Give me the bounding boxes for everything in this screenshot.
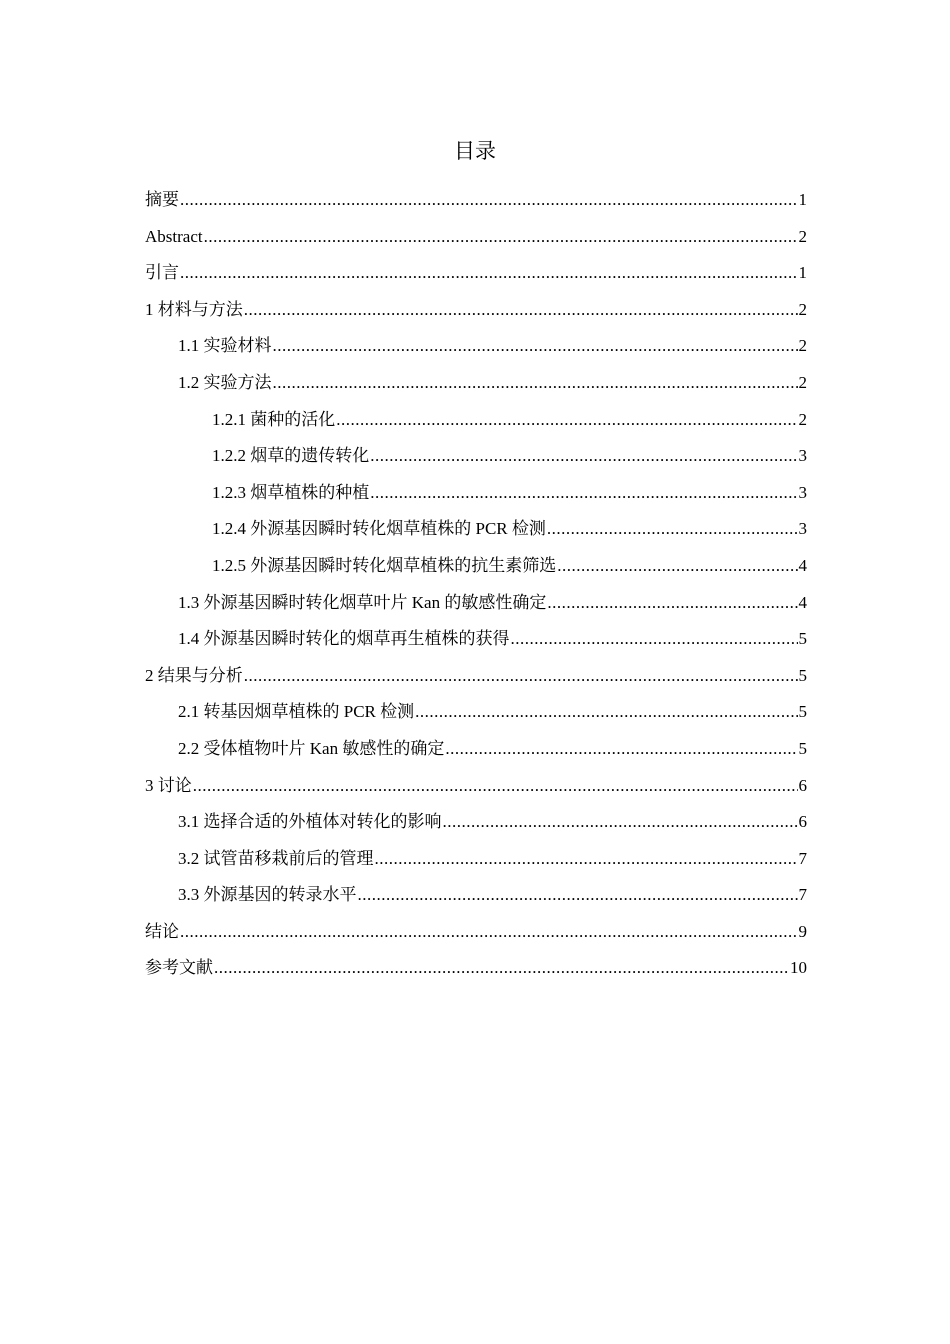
toc-dot-leader (180, 182, 798, 219)
toc-entry-label: 3.3 外源基因的转录水平 (178, 885, 357, 905)
toc-entry-page-number: 4 (798, 555, 807, 575)
toc-entry-label: 1.2.4 外源基因瞬时转化烟草植株的 PCR 检测 (212, 519, 546, 539)
toc-entry[interactable] (145, 365, 807, 402)
toc-entry-label: 3.2 试管苗移栽前后的管理 (178, 848, 374, 868)
toc-entry-label: 参考文献 (145, 958, 213, 978)
toc-entry-page-number: 7 (798, 885, 807, 905)
toc-entry[interactable] (145, 877, 807, 914)
toc-entry-page-number: 7 (798, 848, 807, 868)
toc-entry-page-number: 1 (798, 263, 807, 283)
toc-dot-leader (336, 402, 797, 439)
toc-entry-page-number: 6 (798, 812, 807, 832)
toc-dot-leader (214, 950, 789, 987)
toc-entry[interactable] (145, 292, 807, 329)
toc-entry-label: 1.2.3 烟草植株的种植 (212, 482, 370, 502)
toc-entry[interactable] (145, 621, 807, 658)
toc-dot-leader (193, 768, 798, 805)
toc-entry-page-number: 3 (798, 519, 807, 539)
toc-entry[interactable] (145, 841, 807, 878)
toc-entry[interactable] (145, 328, 807, 365)
toc-entry-label: 2.1 转基因烟草植株的 PCR 检测 (178, 702, 415, 722)
toc-dot-leader (358, 877, 798, 914)
toc-entry-page-number: 2 (798, 226, 807, 246)
toc-entry-page-number: 4 (798, 592, 807, 612)
toc-entry-label: 3 讨论 (145, 775, 192, 795)
toc-entry[interactable] (145, 694, 807, 731)
toc-entry-label: 摘要 (145, 190, 179, 209)
toc-entry-label: 引言 (145, 263, 179, 283)
toc-entry-page-number: 3 (798, 482, 807, 502)
toc-entry[interactable] (145, 219, 807, 256)
table-of-contents (145, 182, 807, 987)
toc-dot-leader (443, 804, 798, 841)
toc-dot-leader (180, 914, 798, 951)
page-title: 目录 (454, 139, 496, 163)
toc-entry-label: 1.3 外源基因瞬时转化烟草叶片 Kan 的敏感性确定 (178, 592, 547, 612)
toc-entry[interactable] (145, 768, 807, 805)
toc-dot-leader (415, 694, 797, 731)
toc-entry[interactable] (145, 731, 807, 768)
toc-entry-label: 1 材料与方法 (145, 299, 243, 319)
toc-entry-label: 1.4 外源基因瞬时转化的烟草再生植株的获得 (178, 629, 510, 649)
toc-entry[interactable] (145, 255, 807, 292)
toc-dot-leader (273, 328, 798, 365)
toc-entry-page-number: 9 (798, 921, 807, 941)
toc-entry[interactable] (145, 475, 807, 512)
toc-dot-leader (273, 365, 798, 402)
toc-dot-leader (445, 731, 797, 768)
toc-entry-label: 1.2 实验方法 (178, 372, 272, 392)
toc-entry-page-number: 2 (798, 336, 807, 356)
toc-entry[interactable] (145, 438, 807, 475)
toc-entry[interactable] (145, 402, 807, 439)
toc-entry[interactable] (145, 804, 807, 841)
toc-entry-label: 1.2.5 外源基因瞬时转化烟草植株的抗生素筛选 (212, 555, 557, 575)
toc-entry[interactable] (145, 914, 807, 951)
toc-entry-label: 1.2.1 菌种的活化 (212, 409, 336, 429)
toc-dot-leader (547, 511, 798, 548)
toc-entry-page-number: 6 (798, 775, 807, 795)
toc-dot-leader (244, 658, 798, 695)
toc-dot-leader (557, 548, 797, 585)
toc-entry[interactable] (145, 658, 807, 695)
toc-dot-leader (180, 255, 798, 292)
toc-entry-page-number: 2 (798, 299, 807, 319)
toc-entry-page-number: 5 (798, 738, 807, 758)
toc-dot-leader (375, 841, 798, 878)
toc-entry-page-number: 2 (798, 409, 807, 429)
toc-entry[interactable] (145, 548, 807, 585)
toc-entry[interactable] (145, 585, 807, 622)
toc-entry[interactable] (145, 511, 807, 548)
toc-entry[interactable] (145, 950, 807, 987)
toc-dot-leader (511, 621, 798, 658)
toc-entry-label: 1.1 实验材料 (178, 336, 272, 356)
toc-dot-leader (370, 438, 797, 475)
toc-entry-page-number: 1 (798, 190, 807, 209)
toc-dot-leader (370, 475, 797, 512)
toc-entry-label: 1.2.2 烟草的遗传转化 (212, 446, 370, 466)
toc-dot-leader (244, 292, 798, 329)
toc-dot-leader (547, 585, 797, 622)
toc-entry[interactable] (145, 182, 807, 219)
toc-entry-page-number: 3 (798, 446, 807, 466)
toc-entry-page-number: 5 (798, 665, 807, 685)
toc-entry-label: 2.2 受体植物叶片 Kan 敏感性的确定 (178, 738, 445, 758)
toc-dot-leader (204, 219, 798, 256)
toc-entry-label: 3.1 选择合适的外植体对转化的影响 (178, 812, 442, 832)
toc-entry-label: 2 结果与分析 (145, 665, 243, 685)
toc-entry-label: 结论 (145, 921, 179, 941)
toc-entry-page-number: 5 (798, 702, 807, 722)
toc-entry-page-number: 10 (790, 958, 807, 978)
toc-entry-label: Abstract (145, 226, 203, 246)
toc-entry-page-number: 5 (798, 629, 807, 649)
toc-entry-page-number: 2 (798, 372, 807, 392)
